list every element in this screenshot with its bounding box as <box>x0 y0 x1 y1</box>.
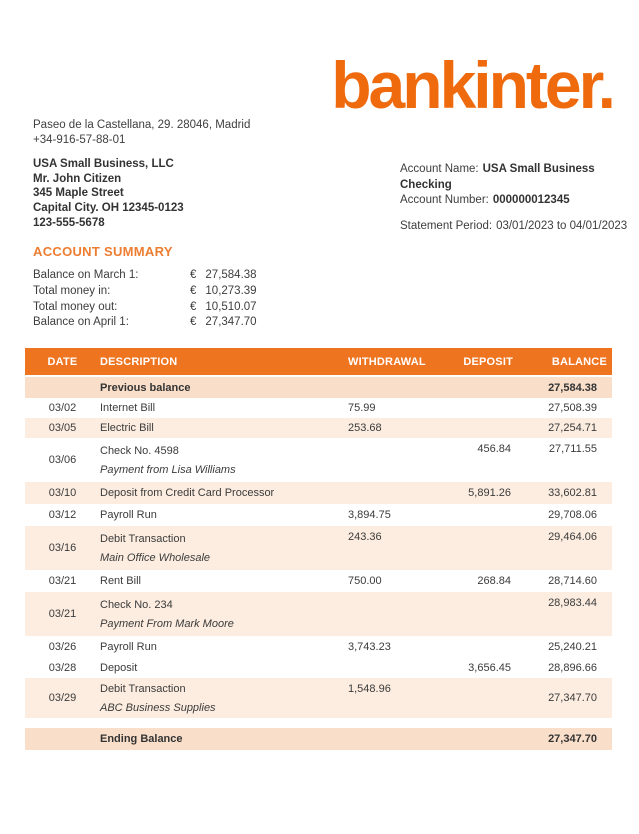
ending-balance-amount: 27,347.70 <box>548 733 597 745</box>
summary-amount: 27,584.38 <box>205 269 257 281</box>
cell-withdrawal: 3,743.23 <box>348 640 391 653</box>
account-number-value: 000000012345 <box>492 194 570 206</box>
currency-symbol: € <box>190 300 197 313</box>
cell-date: 03/02 <box>48 402 77 414</box>
cell-date: 03/16 <box>48 542 77 554</box>
bank-address-block <box>33 118 250 147</box>
bankinter-logo: bankinter. <box>331 48 613 122</box>
summary-label: Balance on April 1: <box>33 316 129 329</box>
currency-symbol: € <box>190 316 197 329</box>
table-row <box>25 678 612 718</box>
cell-date: 03/05 <box>48 422 77 434</box>
table-row <box>25 657 612 678</box>
cell-withdrawal: 3,894.75 <box>348 509 391 521</box>
account-name-row <box>400 162 639 193</box>
cell-description: Deposit from Credit Card Processor <box>100 487 275 499</box>
customer-street: 345 Maple Street <box>33 187 124 200</box>
summary-label: Total money in: <box>33 284 111 297</box>
description-line1: Debit Transaction <box>100 682 186 695</box>
cell-balance: 28,896.66 <box>548 661 597 674</box>
cell-description: Payroll Run <box>100 509 157 521</box>
cell-balance: 29,708.06 <box>548 509 597 521</box>
ending-balance-label: Ending Balance <box>100 733 183 745</box>
account-summary-table <box>33 268 293 331</box>
cell-withdrawal: 253.68 <box>348 422 382 434</box>
customer-company: USA Small Business, LLC <box>33 158 174 170</box>
summary-label: Balance on March 1: <box>33 269 139 281</box>
cell-balance: 28,983.44 <box>548 597 597 609</box>
cell-balance: 29,464.06 <box>548 531 597 543</box>
cell-withdrawal: 750.00 <box>348 575 382 587</box>
cell-date: 03/06 <box>48 454 77 466</box>
description-line1: Check No. 234 <box>100 598 173 611</box>
cell-description <box>100 678 342 718</box>
cell-date: 03/21 <box>48 608 77 620</box>
previous-balance-row <box>25 377 612 398</box>
account-info-block <box>400 162 639 234</box>
table-header-row <box>25 348 612 375</box>
summary-amount: 27,347.70 <box>205 316 257 329</box>
previous-balance-label: Previous balance <box>100 381 191 394</box>
description-line1: Debit Transaction <box>100 532 186 545</box>
account-summary-title: ACCOUNT SUMMARY <box>33 244 173 259</box>
description-line1: Check No. 4598 <box>100 444 179 457</box>
cell-balance: 27,254.71 <box>548 422 597 434</box>
account-number-row <box>400 193 639 209</box>
bank-address-line: Paseo de la Castellana, 29. 28046, Madrid <box>33 119 251 131</box>
summary-row <box>33 315 293 331</box>
customer-name: Mr. John Citizen <box>33 172 122 185</box>
statement-period-row <box>400 219 639 235</box>
cell-date: 03/10 <box>48 487 77 499</box>
table-row <box>25 504 612 526</box>
summary-row <box>33 300 293 316</box>
account-number-label: Account Number: <box>400 194 489 206</box>
cell-withdrawal: 1,548.96 <box>348 683 391 695</box>
header-withdrawal: WITHDRAWAL <box>348 355 426 368</box>
cell-description: Payroll Run <box>100 640 157 653</box>
cell-withdrawal: 243.36 <box>348 531 382 543</box>
cell-description: Internet Bill <box>100 402 156 414</box>
cell-balance: 27,711.55 <box>548 443 597 455</box>
cell-date: 03/12 <box>48 509 77 521</box>
statement-period-label: Statement Period: <box>400 219 493 232</box>
cell-balance: 27,508.39 <box>548 402 597 414</box>
table-row <box>25 438 612 482</box>
customer-phone: 123-555-5678 <box>33 216 105 229</box>
summary-label: Total money out: <box>33 300 118 313</box>
transactions-table <box>25 348 612 750</box>
header-deposit: DEPOSIT <box>463 355 513 368</box>
pre-footer-gap <box>25 718 612 728</box>
table-row <box>25 418 612 438</box>
bank-phone: +34-916-57-88-01 <box>33 133 126 146</box>
ending-balance-row <box>25 728 612 750</box>
cell-balance: 25,240.21 <box>548 640 597 653</box>
cell-description: Electric Bill <box>100 422 154 434</box>
cell-description: Deposit <box>100 661 138 674</box>
cell-balance: 33,602.81 <box>548 487 597 499</box>
cell-description <box>100 526 342 570</box>
account-name-label: Account Name: <box>400 163 479 175</box>
previous-balance-amount: 27,584.38 <box>548 381 597 394</box>
cell-date: 03/21 <box>48 575 77 587</box>
customer-address-block <box>33 157 184 231</box>
currency-symbol: € <box>190 284 197 297</box>
summary-amount: 10,273.39 <box>205 284 257 297</box>
summary-row <box>33 268 293 284</box>
table-row <box>25 592 612 636</box>
cell-deposit: 456.84 <box>477 443 511 455</box>
cell-withdrawal: 75.99 <box>348 402 376 414</box>
description-line2: Payment from Lisa Williams <box>100 463 236 476</box>
table-row <box>25 482 612 504</box>
cell-date: 03/29 <box>48 692 77 704</box>
header-balance: BALANCE <box>551 355 607 368</box>
cell-date: 03/26 <box>48 640 77 653</box>
cell-balance: 27,347.70 <box>548 692 597 704</box>
summary-amount: 10,510.07 <box>205 300 257 313</box>
table-row <box>25 398 612 418</box>
description-line2: Main Office Wholesale <box>100 551 211 564</box>
table-row <box>25 526 612 570</box>
cell-description <box>100 592 342 636</box>
header-description: DESCRIPTION <box>100 355 178 368</box>
statement-period-value: 03/01/2023 to 04/01/2023 <box>496 219 628 232</box>
header-date: DATE <box>47 355 78 368</box>
account-name-value: USA Small Business Checking <box>400 163 595 191</box>
customer-city: Capital City. OH 12345-0123 <box>33 202 184 215</box>
currency-symbol: € <box>190 269 197 281</box>
cell-date: 03/28 <box>48 661 77 674</box>
cell-description <box>100 438 342 482</box>
cell-deposit: 268.84 <box>477 575 511 587</box>
cell-deposit: 3,656.45 <box>468 661 511 674</box>
description-line2: ABC Business Supplies <box>100 701 216 714</box>
cell-deposit: 5,891.26 <box>468 487 511 499</box>
cell-balance: 28,714.60 <box>548 575 597 587</box>
table-row <box>25 636 612 657</box>
summary-row <box>33 284 293 300</box>
cell-description: Rent Bill <box>100 575 141 587</box>
description-line2: Payment From Mark Moore <box>100 617 234 630</box>
table-row <box>25 570 612 592</box>
